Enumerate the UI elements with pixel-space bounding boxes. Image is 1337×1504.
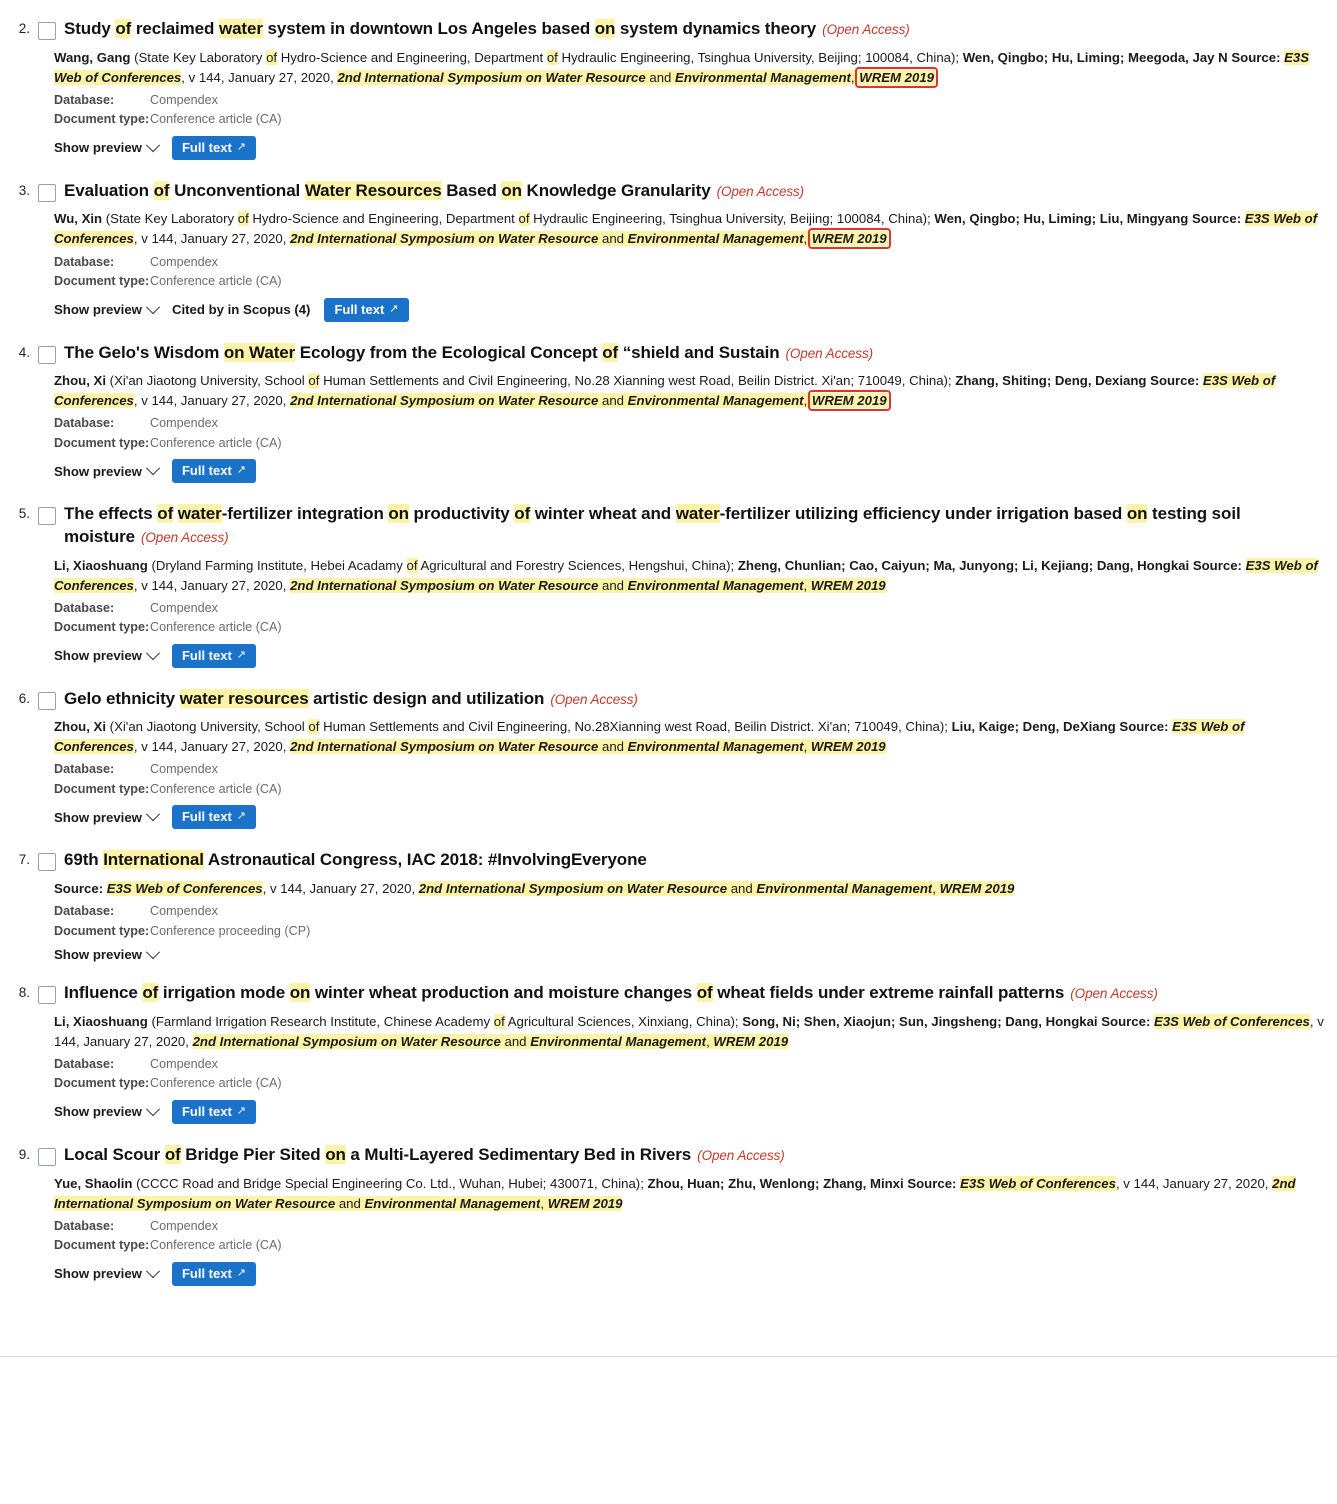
database-label: Database:	[54, 254, 115, 269]
document-type-label: Document type:	[54, 923, 150, 938]
show-preview-label: Show preview	[54, 648, 142, 664]
show-preview-label: Show preview	[54, 809, 142, 825]
result-checkbox[interactable]	[38, 853, 56, 871]
show-preview-toggle[interactable]	[54, 1104, 158, 1119]
show-preview-label: Show preview	[54, 140, 142, 156]
show-preview-toggle[interactable]	[54, 648, 158, 663]
full-text-button[interactable]	[172, 805, 256, 829]
result-checkbox[interactable]	[38, 692, 56, 710]
database-value: Compendex	[150, 416, 218, 431]
external-link-icon: ↗	[236, 810, 247, 823]
result-meta	[54, 1055, 1329, 1094]
document-type-value: Conference article (CA)	[150, 1076, 282, 1091]
database-value: Compendex	[150, 1218, 218, 1233]
result-number: 6.	[18, 690, 30, 706]
database-label: Database:	[54, 416, 115, 431]
result-number: 8.	[18, 985, 30, 1001]
result-meta	[54, 91, 1329, 130]
external-link-icon: ↗	[389, 302, 399, 315]
result-checkbox[interactable]	[38, 184, 56, 202]
result-meta	[54, 253, 1329, 292]
result-checkbox[interactable]	[38, 507, 56, 525]
full-text-label: Full text	[181, 647, 232, 663]
database-value: Compendex	[150, 904, 218, 919]
result-title[interactable]: Influence of irrigation mode on winter wheat production and moisture changes of wheat fields under extreme rainfall patterns (Open Access)	[64, 983, 1158, 1003]
result-number: 5.	[18, 506, 30, 522]
result-actions	[54, 298, 1329, 322]
full-text-button[interactable]	[172, 644, 256, 668]
result-number: 9.	[18, 1146, 30, 1162]
result-title[interactable]: Gelo ethnicity water resources artistic design and utilization (Open Access)	[64, 688, 638, 708]
document-type-value: Conference article (CA)	[150, 1238, 282, 1253]
result-meta	[54, 1217, 1329, 1256]
chevron-down-icon	[146, 808, 160, 822]
show-preview-toggle[interactable]	[54, 1266, 158, 1281]
result-actions	[54, 805, 1329, 829]
open-access-badge: (Open Access)	[697, 1147, 785, 1163]
chevron-down-icon	[146, 1264, 160, 1278]
result-citation: Wang, Gang (State Key Laboratory of Hydro-Science and Engineering, Department of Hydraulic Engineering, Tsinghua University, Beijing; 100084, China); Wen, Qingbo; Hu, Liming; Meegoda, Jay N Source: E3S Web of Conferences, v 144, January 27, 2020, 2nd International Symposium on Water Resource and Environmental Management, WREM 2019	[54, 49, 1310, 85]
database-value: Compendex	[150, 600, 218, 615]
database-label: Database:	[54, 92, 115, 107]
show-preview-label: Show preview	[54, 947, 142, 963]
result-meta	[54, 414, 1329, 453]
result-item	[0, 493, 1337, 677]
document-type-value: Conference article (CA)	[150, 781, 282, 796]
full-text-label: Full text	[181, 809, 232, 825]
result-title[interactable]: Study of reclaimed water system in downtown Los Angeles based on system dynamics theory (Open Access)	[64, 19, 910, 38]
result-item	[0, 839, 1337, 972]
result-item	[0, 332, 1337, 494]
result-actions	[54, 644, 1329, 668]
open-access-badge: (Open Access)	[550, 691, 638, 707]
result-title[interactable]: Evaluation of Unconventional Water Resources Based on Knowledge Granularity (Open Access)	[64, 180, 805, 200]
result-citation: Li, Xiaoshuang (Dryland Farming Institute, Hebei Acadamy of Agricultural and Forestry Sciences, Hengshui, China); Zheng, Chunlian; Cao, Caiyun; Ma, Junyong; Li, Kejiang; Dang, Hongkai Source: E3S Web of Conferences, v 144, January 27, 2020, 2nd International Symposium on Water Resource and Environmental Management, WREM 2019	[54, 557, 1318, 593]
result-number: 3.	[18, 182, 30, 198]
open-access-badge: (Open Access)	[822, 22, 910, 37]
show-preview-toggle[interactable]	[54, 464, 158, 479]
show-preview-label: Show preview	[54, 1104, 142, 1120]
database-value: Compendex	[150, 254, 218, 269]
result-actions	[54, 136, 1329, 160]
database-value: Compendex	[150, 1056, 218, 1071]
open-access-badge: (Open Access)	[1070, 986, 1158, 1002]
full-text-label: Full text	[181, 139, 232, 155]
document-type-label: Document type:	[54, 435, 150, 450]
database-value: Compendex	[150, 92, 218, 107]
document-type-label: Document type:	[54, 781, 150, 796]
full-text-label: Full text	[181, 1103, 232, 1119]
database-label: Database:	[54, 600, 115, 615]
full-text-button[interactable]	[172, 136, 256, 160]
database-label: Database:	[54, 762, 115, 777]
document-type-label: Document type:	[54, 112, 150, 127]
show-preview-toggle[interactable]	[54, 302, 158, 317]
external-link-icon: ↗	[236, 1266, 247, 1279]
result-number: 4.	[18, 344, 30, 360]
open-access-badge: (Open Access)	[785, 345, 873, 361]
document-type-label: Document type:	[54, 1076, 150, 1091]
show-preview-toggle[interactable]	[54, 947, 158, 962]
show-preview-label: Show preview	[54, 302, 142, 318]
database-label: Database:	[54, 904, 115, 919]
result-actions	[54, 1100, 1329, 1124]
open-access-badge: (Open Access)	[141, 529, 229, 545]
result-number: 7.	[18, 852, 30, 868]
show-preview-label: Show preview	[54, 463, 142, 479]
result-citation: Source: E3S Web of Conferences, v 144, January 27, 2020, 2nd International Symposium on Water Resource and Environmental Management, WREM 2019	[54, 881, 1015, 897]
result-meta	[54, 902, 1329, 941]
chevron-down-icon	[146, 646, 160, 660]
result-citation: Yue, Shaolin (CCCC Road and Bridge Special Engineering Co. Ltd., Wuhan, Hubei; 430071, China); Zhou, Huan; Zhu, Wenlong; Zhang, Minxi Source: E3S Web of Conferences, v 144, January 27, 2020, 2nd International Symposium on Water Resource and Environmental Management, WREM 2019	[54, 1175, 1296, 1211]
chevron-down-icon	[146, 945, 160, 959]
result-actions	[54, 459, 1329, 483]
result-actions	[54, 947, 1329, 962]
document-type-label: Document type:	[54, 620, 150, 635]
show-preview-toggle[interactable]	[54, 140, 158, 155]
result-title[interactable]: The effects of water-fertilizer integration on productivity of winter wheat and water-fertilizer utilizing efficiency under irrigation based on testing soil moisture (Open Access)	[64, 504, 1241, 546]
result-citation: Wu, Xin (State Key Laboratory of Hydro-Science and Engineering, Department of Hydraulic Engineering, Tsinghua University, Beijing; 100084, China); Wen, Qingbo; Hu, Liming; Liu, Mingyang Source: E3S Web of Conferences, v 144, January 27, 2020, 2nd International Symposium on Water Resource and Environmental Management, WREM 2019	[54, 211, 1318, 247]
open-access-badge: (Open Access)	[716, 183, 805, 199]
result-checkbox[interactable]	[38, 1148, 56, 1166]
result-checkbox[interactable]	[38, 22, 56, 40]
document-type-value: Conference article (CA)	[150, 274, 282, 289]
result-item	[0, 8, 1337, 170]
full-text-button[interactable]	[172, 1100, 256, 1124]
chevron-down-icon	[146, 1102, 160, 1116]
result-checkbox[interactable]	[38, 986, 56, 1004]
chevron-down-icon	[146, 461, 160, 475]
document-type-value: Conference article (CA)	[150, 112, 282, 127]
show-preview-toggle[interactable]	[54, 810, 158, 825]
full-text-label: Full text	[181, 1265, 232, 1281]
full-text-button[interactable]	[324, 298, 408, 322]
cited-by-link[interactable]: Cited by in Scopus (4)	[171, 302, 311, 318]
result-title[interactable]: Local Scour of Bridge Pier Sited on a Multi-Layered Sedimentary Bed in Rivers (Open Access)	[64, 1144, 785, 1164]
result-title[interactable]: 69th International Astronautical Congress, IAC 2018: #InvolvingEveryone	[64, 850, 647, 870]
result-meta	[54, 760, 1329, 799]
result-citation: Zhou, Xi (Xi'an Jiaotong University, School of Human Settlements and Civil Engineering, No.28Xianning west Road, Beilin District. Xi'an; 710049, China); Liu, Kaige; Deng, DeXiang Source: E3S Web of Conferences, v 144, January 27, 2020, 2nd International Symposium on Water Resource and Environmental Management, WREM 2019	[54, 719, 1245, 755]
result-checkbox[interactable]	[38, 346, 56, 364]
result-item	[0, 972, 1337, 1134]
document-type-label: Document type:	[54, 274, 150, 289]
result-item	[0, 1134, 1337, 1296]
chevron-down-icon	[146, 300, 160, 314]
document-type-value: Conference proceeding (CP)	[150, 923, 311, 938]
document-type-label: Document type:	[54, 1238, 150, 1253]
external-link-icon: ↗	[236, 140, 247, 153]
full-text-label: Full text	[181, 463, 232, 479]
document-type-value: Conference article (CA)	[150, 435, 282, 450]
result-citation: Zhou, Xi (Xi'an Jiaotong University, School of Human Settlements and Civil Engineering, No.28 Xianning west Road, Beilin District. Xi'an; 710049, China); Zhang, Shiting; Deng, Dexiang Source: E3S Web of Conferences, v 144, January 27, 2020, 2nd International Symposium on Water Resource and Environmental Management, WREM 2019	[54, 373, 1276, 409]
show-preview-label: Show preview	[54, 1266, 142, 1282]
external-link-icon: ↗	[236, 464, 247, 477]
database-value: Compendex	[150, 762, 218, 777]
full-text-button[interactable]	[172, 1262, 256, 1286]
external-link-icon: ↗	[236, 648, 247, 661]
database-label: Database:	[54, 1056, 115, 1071]
result-title[interactable]: The Gelo's Wisdom on Water Ecology from the Ecological Concept of “shield and Sustain (Open Access)	[64, 342, 873, 362]
result-citation: Li, Xiaoshuang (Farmland Irrigation Research Institute, Chinese Academy of Agricultural Sciences, Xinxiang, China); Song, Ni; Shen, Xiaojun; Sun, Jingsheng; Dang, Hongkai Source: E3S Web of Conferences, v 144, January 27, 2020, 2nd International Symposium on Water Resource and Environmental Management, WREM 2019	[54, 1013, 1324, 1049]
result-number: 2.	[18, 21, 30, 36]
database-label: Database:	[54, 1218, 115, 1233]
full-text-button[interactable]	[172, 459, 256, 483]
result-actions	[54, 1262, 1329, 1286]
external-link-icon: ↗	[236, 1104, 247, 1117]
result-item	[0, 170, 1337, 332]
results-divider	[0, 1356, 1337, 1357]
chevron-down-icon	[146, 138, 160, 152]
document-type-value: Conference article (CA)	[150, 620, 282, 635]
result-item	[0, 678, 1337, 840]
full-text-label: Full text	[334, 301, 385, 317]
result-meta	[54, 599, 1329, 638]
